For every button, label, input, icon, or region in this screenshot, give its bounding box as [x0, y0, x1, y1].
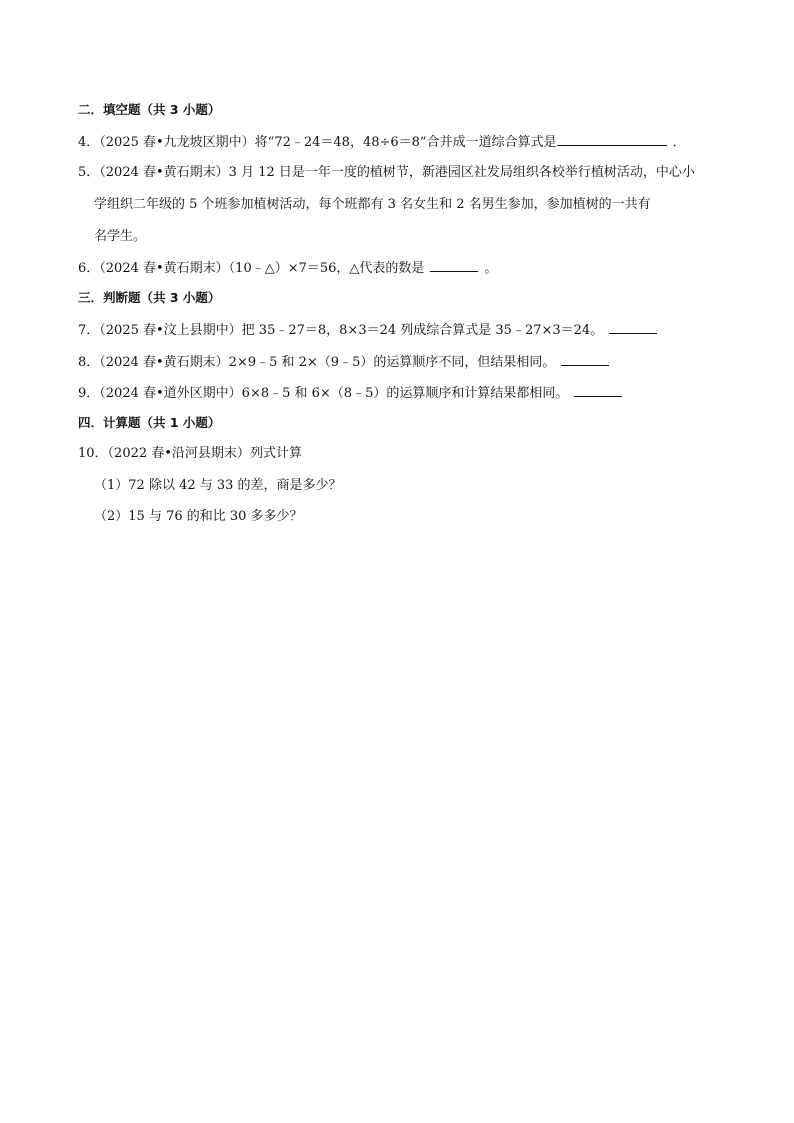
question-text: 列式计算	[249, 446, 302, 461]
question-5-line-1	[78, 164, 695, 182]
question-number: 8．	[78, 355, 100, 370]
question-number: 7．	[78, 323, 100, 338]
question-text: 3 月 12 日是一年一度的植树节，新港园区社发局组织各校举行植树活动，中心小	[228, 165, 695, 180]
answer-blank[interactable]	[430, 258, 478, 272]
question-9	[78, 383, 622, 403]
question-number: 10．	[78, 446, 108, 461]
question-source: （2022 春•沿河县期末）	[107, 446, 250, 461]
answer-blank[interactable]	[561, 352, 609, 366]
question-5-line-2: 学组织二年级的 5 个班参加植树活动，每个班都有 3 名女生和 2 名男生参加，参加植树的一共有	[94, 197, 651, 212]
question-number: 9．	[78, 386, 100, 401]
question-text: 2×9﹣5 和 2×（9﹣5）的运算顺序不同，但结果相同。	[228, 355, 556, 370]
question-text: 6×8﹣5 和 6×（8﹣5）的运算顺序和计算结果都相同。	[241, 386, 569, 401]
question-source: （2025 春•九龙坡区期中）	[99, 135, 255, 150]
question-tail: ．	[672, 135, 686, 150]
question-source: （2024 春•黄石期末）	[99, 261, 229, 276]
answer-blank[interactable]	[609, 320, 657, 334]
question-10-sub-2: （2）15 与 76 的和比 30 多多少？	[94, 509, 303, 524]
question-5-line-3: 名学生。	[94, 229, 147, 244]
question-8	[78, 352, 609, 372]
question-source: （2025 春•汶上县期中）	[99, 323, 242, 338]
question-number: 6．	[78, 261, 100, 276]
question-10-sub-1: （1）72 除以 42 与 33 的差，商是多少？	[94, 478, 342, 493]
question-source: （2024 春•道外区期中）	[99, 386, 242, 401]
question-7	[78, 320, 657, 340]
question-number: 4．	[78, 135, 100, 150]
question-10	[78, 445, 302, 463]
section-title-calculation: 四．计算题（共 1 小题）	[78, 415, 221, 430]
question-text: 把 35﹣27＝8，8×3＝24 列成综合算式是 35﹣27×3＝24。	[241, 323, 604, 338]
question-text: 将“72﹣24＝48，48÷6＝8”合并成一道综合算式是	[254, 135, 557, 150]
question-tail: 。	[484, 261, 498, 276]
question-4	[78, 132, 686, 152]
question-source: （2024 春•黄石期末）	[99, 355, 229, 370]
section-title-judgement: 三．判断题（共 3 小题）	[78, 290, 221, 305]
question-source: （2024 春•黄石期末）	[99, 165, 229, 180]
question-6	[78, 258, 497, 278]
section-title-fill-in: 二．填空题（共 3 小题）	[78, 102, 221, 117]
answer-blank[interactable]	[574, 383, 622, 397]
question-number: 5．	[78, 165, 100, 180]
question-text: （10﹣△）×7＝56，△代表的数是	[228, 261, 425, 276]
answer-blank[interactable]	[557, 132, 667, 146]
